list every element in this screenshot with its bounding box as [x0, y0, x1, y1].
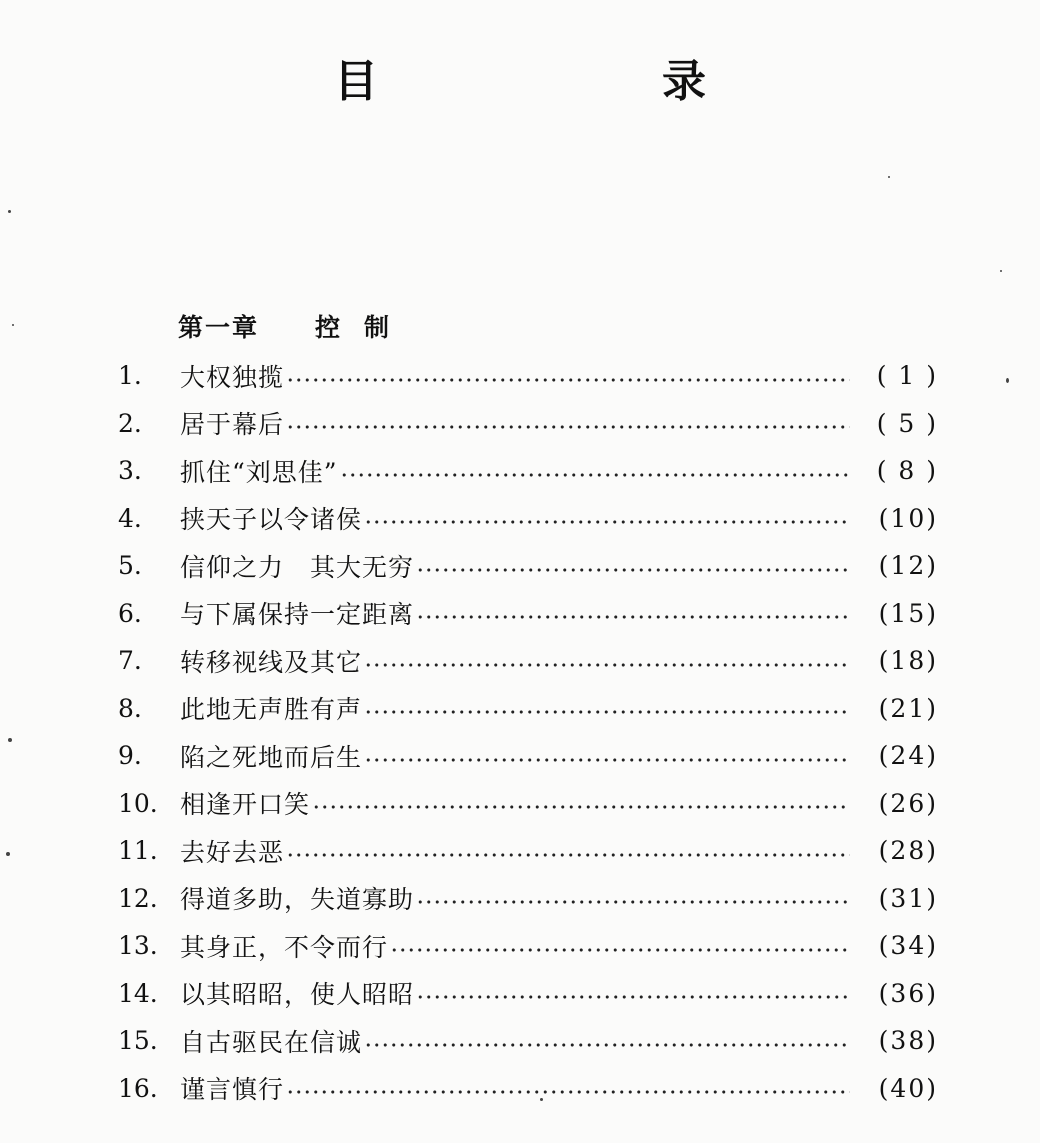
dot-leader [364, 520, 850, 524]
entry-title: 与下属保持一定距离 [180, 600, 415, 630]
entry-page-number: ( 8 ) [876, 456, 938, 486]
entry-number: 2. [118, 408, 142, 438]
entry-title: 大权独揽 [180, 362, 285, 392]
entry-title: 去好去恶 [180, 837, 285, 867]
entry-title: 其身正，不令而行 [180, 932, 389, 962]
chapter-number: 第一章 [178, 313, 260, 342]
scan-speck [540, 1098, 543, 1101]
entry-number: 14. [118, 978, 158, 1008]
scan-speck [12, 324, 14, 326]
entry-title: 抓住“刘思佳” [180, 457, 338, 487]
dot-leader [390, 948, 850, 952]
dot-leader [286, 853, 850, 857]
entry-number: 10. [118, 788, 158, 818]
dot-leader [364, 1043, 850, 1047]
entry-page-number: ( 1 ) [876, 361, 938, 391]
entry-title: 居于幕后 [180, 410, 285, 440]
toc-entry[interactable] [118, 495, 938, 543]
toc-entry[interactable] [118, 685, 938, 733]
dot-leader [340, 473, 850, 477]
toc-entry[interactable] [118, 1017, 938, 1065]
entry-title: 以其昭昭，使人昭昭 [180, 980, 415, 1010]
entry-number: 12. [118, 883, 158, 913]
entry-page-number: (12) [878, 551, 938, 581]
entry-number: 15. [118, 1026, 158, 1056]
entry-page-number: (24) [878, 741, 938, 771]
scan-speck [8, 738, 12, 742]
toc-entry[interactable] [118, 875, 938, 923]
entry-title: 挟天子以令诸侯 [180, 505, 363, 535]
entry-number: 1. [118, 361, 142, 391]
entry-number: 11. [118, 836, 158, 866]
chapter-title: 控制 [315, 313, 414, 342]
dot-leader [416, 568, 850, 572]
entry-page-number: (34) [878, 931, 938, 961]
entry-page-number: (36) [878, 978, 938, 1008]
entry-title: 得道多助，失道寡助 [180, 885, 415, 915]
entry-number: 6. [118, 598, 142, 628]
scan-speck [1000, 270, 1002, 272]
entry-page-number: (21) [878, 693, 938, 723]
entry-number: 13. [118, 931, 158, 961]
dot-leader [416, 995, 850, 999]
entry-title: 谨言慎行 [180, 1075, 285, 1105]
entry-title: 此地无声胜有声 [180, 695, 363, 725]
entry-title: 相逢开口笑 [180, 790, 311, 820]
scan-speck [1006, 378, 1009, 383]
chapter-heading [178, 310, 413, 346]
entry-number: 3. [118, 456, 142, 486]
entry-title: 转移视线及其它 [180, 647, 363, 677]
toc-entry[interactable] [118, 970, 938, 1018]
entry-title: 自古驱民在信诚 [180, 1027, 363, 1057]
entry-page-number: (26) [878, 788, 938, 818]
entry-page-number: (10) [878, 503, 938, 533]
toc-entry[interactable] [118, 590, 938, 638]
entry-page-number: (15) [878, 598, 938, 628]
dot-leader [286, 1090, 850, 1094]
entry-number: 5. [118, 551, 142, 581]
entry-page-number: (38) [878, 1026, 938, 1056]
toc-entry[interactable] [118, 400, 938, 448]
dot-leader [312, 805, 850, 809]
dot-leader [364, 710, 850, 714]
entry-page-number: (31) [878, 883, 938, 913]
dot-leader [416, 900, 850, 904]
toc-entry[interactable] [118, 352, 938, 400]
scan-speck [6, 852, 10, 856]
toc-entry[interactable] [118, 542, 938, 590]
page-title: 目 录 [334, 56, 826, 107]
scan-speck [888, 176, 890, 178]
entry-page-number: ( 5 ) [876, 408, 938, 438]
entry-number: 16. [118, 1073, 158, 1103]
toc-entry[interactable] [118, 1065, 938, 1113]
entry-number: 8. [118, 693, 142, 723]
scan-speck [8, 210, 11, 213]
entry-number: 9. [118, 741, 142, 771]
entry-number: 4. [118, 503, 142, 533]
toc-entry[interactable] [118, 637, 938, 685]
entry-number: 7. [118, 646, 142, 676]
dot-leader [286, 378, 850, 382]
toc-entry[interactable] [118, 732, 938, 780]
entry-page-number: (28) [878, 836, 938, 866]
entry-title: 信仰之力 其大无穷 [180, 552, 415, 582]
toc-entry[interactable] [118, 922, 938, 970]
toc-entry[interactable] [118, 780, 938, 828]
dot-leader [364, 758, 850, 762]
dot-leader [416, 615, 850, 619]
entry-page-number: (40) [878, 1073, 938, 1103]
toc-list [118, 352, 938, 1112]
entry-page-number: (18) [878, 646, 938, 676]
toc-entry[interactable] [118, 827, 938, 875]
dot-leader [286, 425, 850, 429]
dot-leader [364, 663, 850, 667]
entry-title: 陷之死地而后生 [180, 742, 363, 772]
toc-entry[interactable] [118, 447, 938, 495]
